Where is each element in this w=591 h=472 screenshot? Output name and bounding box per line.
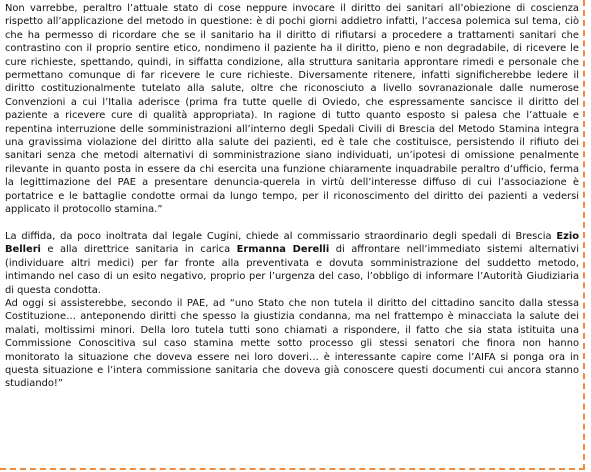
paragraph-diffida-text-2: e alla direttrice sanitaria in carica — [40, 244, 237, 256]
paragraph-spacer — [5, 217, 579, 230]
person-name-belleri: Ezio Belleri — [5, 230, 579, 256]
article-body — [5, 2, 579, 391]
paragraph-diffida — [5, 230, 579, 297]
paragraph-diffida-text-3: di affrontare nell’immediato sistemi alternativi (individuare altri medici) per far fronte alla preventivata e dovuta somministrazione del suddetto metodo, intimando nel caso di un esito negativo, proprio per l’urgenza del caso, l’obbligo di informare l’Autorità Giudiziaria di questa condotta. — [5, 244, 579, 296]
paragraph-quote-continuation: Non varrebbe, peraltro l’attuale stato di cose neppure invocare il diritto dei sanitari all’obiezione di coscienza rispetto all’applicazione del metodo in questione: è di pochi giorni addietro infatti, l’accesa polemica sul tema, ciò che ha permesso di ricordare che se il sanitario ha il diritto di rifiutarsi a procedere a trattamenti sanitari che contrastino con il proprio sentire etico, nondimeno il paziente ha il diritto, pieno e non degradabile, di ricevere le cure richieste, spettando, quindi, in siffatta condizione, alla struttura sanitaria approntare rimedi e personale che permettano comunque di far ricevere le cure richieste. Diversamente ritenere, infatti significherebbe ledere il diritto costituzionalmente tutelato alla salute, oltre che riconosciuto a livello sovranazionale dalle numerose Convenzioni a cui l’Italia aderisce (prima fra tutte quelle di Oviedo, che espressamente sancisce il diritto del paziente a ricevere cure di qualità appropriata). In ragione di tutto quanto esposto si palesa che l’attuale e repentina interruzione delle somministrazioni all’interno degli Spedali Civili di Brescia del Metodo Stamina integra una gravissima violazione del diritto alla salute dei pazienti, ed è tale che costituisce, persistendo il rifiuto dei sanitari senza che metodi alternativi di somministrazione siano individuati, un’ipotesi di omissione penalmente rilevante in quanto posta in essere da chi esercita una funzione chiaramente inquadrabile peraltro d’ufficio, ferma la legittimazione del PAE a presentare denuncia-querela in virtù dell’interesse diffuso di cui l’associazione è portatrice e le battaglie condotte ormai da lungo tempo, per il riconoscimento del diritto dei pazienti a vedersi applicato il protocollo stamina.” — [5, 3, 579, 216]
paragraph-diffida-text-1: La diffida, da poco inoltrata dal legale Cugini, chiede al commissario straordinario degli spedali di Brescia — [5, 230, 557, 242]
person-name-derelli: Ermanna Derelli — [236, 244, 330, 256]
paragraph-pae-statement: Ad oggi si assisterebbe, secondo il PAE, ad “uno Stato che non tutela il diritto del cittadino sancito dalla stessa Costituzione… anteponendo diritti che spesso la giustizia condanna, ma nel frattempo è minacciata la salute dei malati, moltissimi minori. Della loro tutela tutti sono chiamati a rispondere, il fatto che sia stata istituita una Commissione Conoscitiva sul caso stamina mette sotto processo gli stessi senatori che finora non hanno monitorato la situazione che doveva essere nei loro doveri… è interessante capire come l’AIFA si ponga ora in questa situazione e l’intera commissione sanitaria che doveva già conoscere questi documenti cui ancora stanno studiando!” — [5, 297, 579, 390]
